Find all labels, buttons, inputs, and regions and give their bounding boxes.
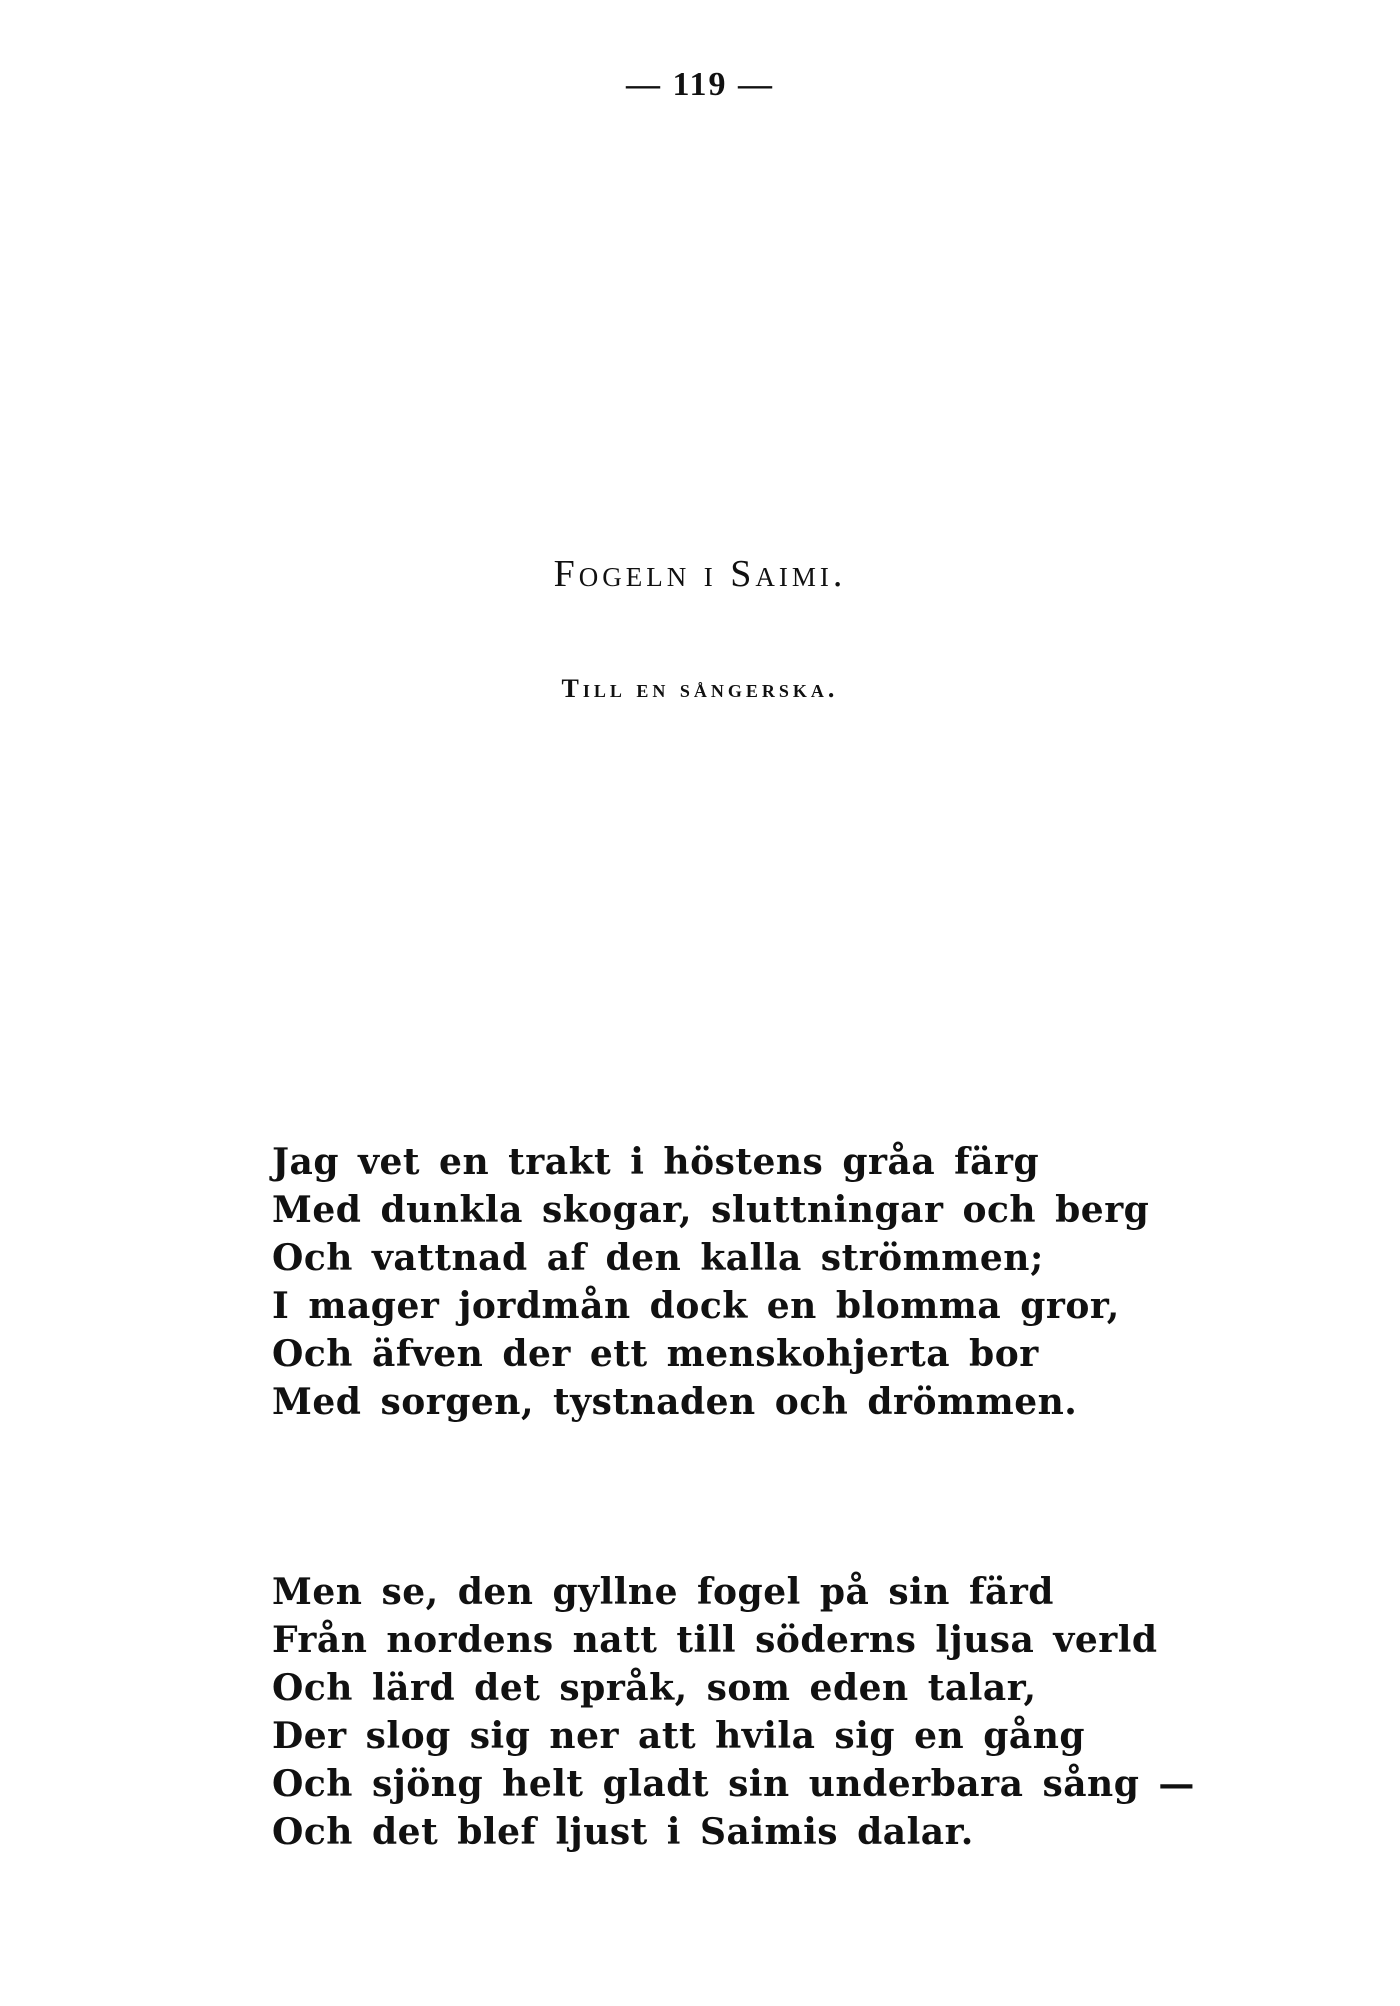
stanza-1: [272, 1138, 1149, 1426]
verse-line: Men se, den gyllne fogel på sin färd: [272, 1571, 1054, 1613]
stanza-2: [272, 1568, 1195, 1856]
verse-line: I mager jordmån dock en blomma gror,: [272, 1285, 1120, 1327]
poem-title: Fogeln i Saimi.: [553, 553, 847, 595]
verse-line: Och äfven der ett menskohjerta bor: [272, 1333, 1039, 1375]
poem-subtitle: Till en sångerska.: [561, 674, 839, 703]
verse-line: Och lärd det språk, som eden talar,: [272, 1667, 1037, 1709]
verse-line: Jag vet en trakt i höstens gråa färg: [272, 1141, 1040, 1183]
page-number: — 119 —: [625, 66, 775, 103]
verse-line: Och sjöng helt gladt sin underbara sång —: [272, 1763, 1195, 1805]
verse-line: Från nordens natt till söderns ljusa verld: [272, 1619, 1158, 1661]
verse-line: Med dunkla skogar, sluttningar och berg: [272, 1189, 1150, 1231]
verse-line: Der slog sig ner att hvila sig en gång: [272, 1715, 1086, 1757]
verse-line: Och vattnad af den kalla strömmen;: [272, 1237, 1044, 1279]
verse-line: Och det blef ljust i Saimis dalar.: [272, 1811, 974, 1853]
verse-line: Med sorgen, tystnaden och drömmen.: [272, 1381, 1078, 1423]
